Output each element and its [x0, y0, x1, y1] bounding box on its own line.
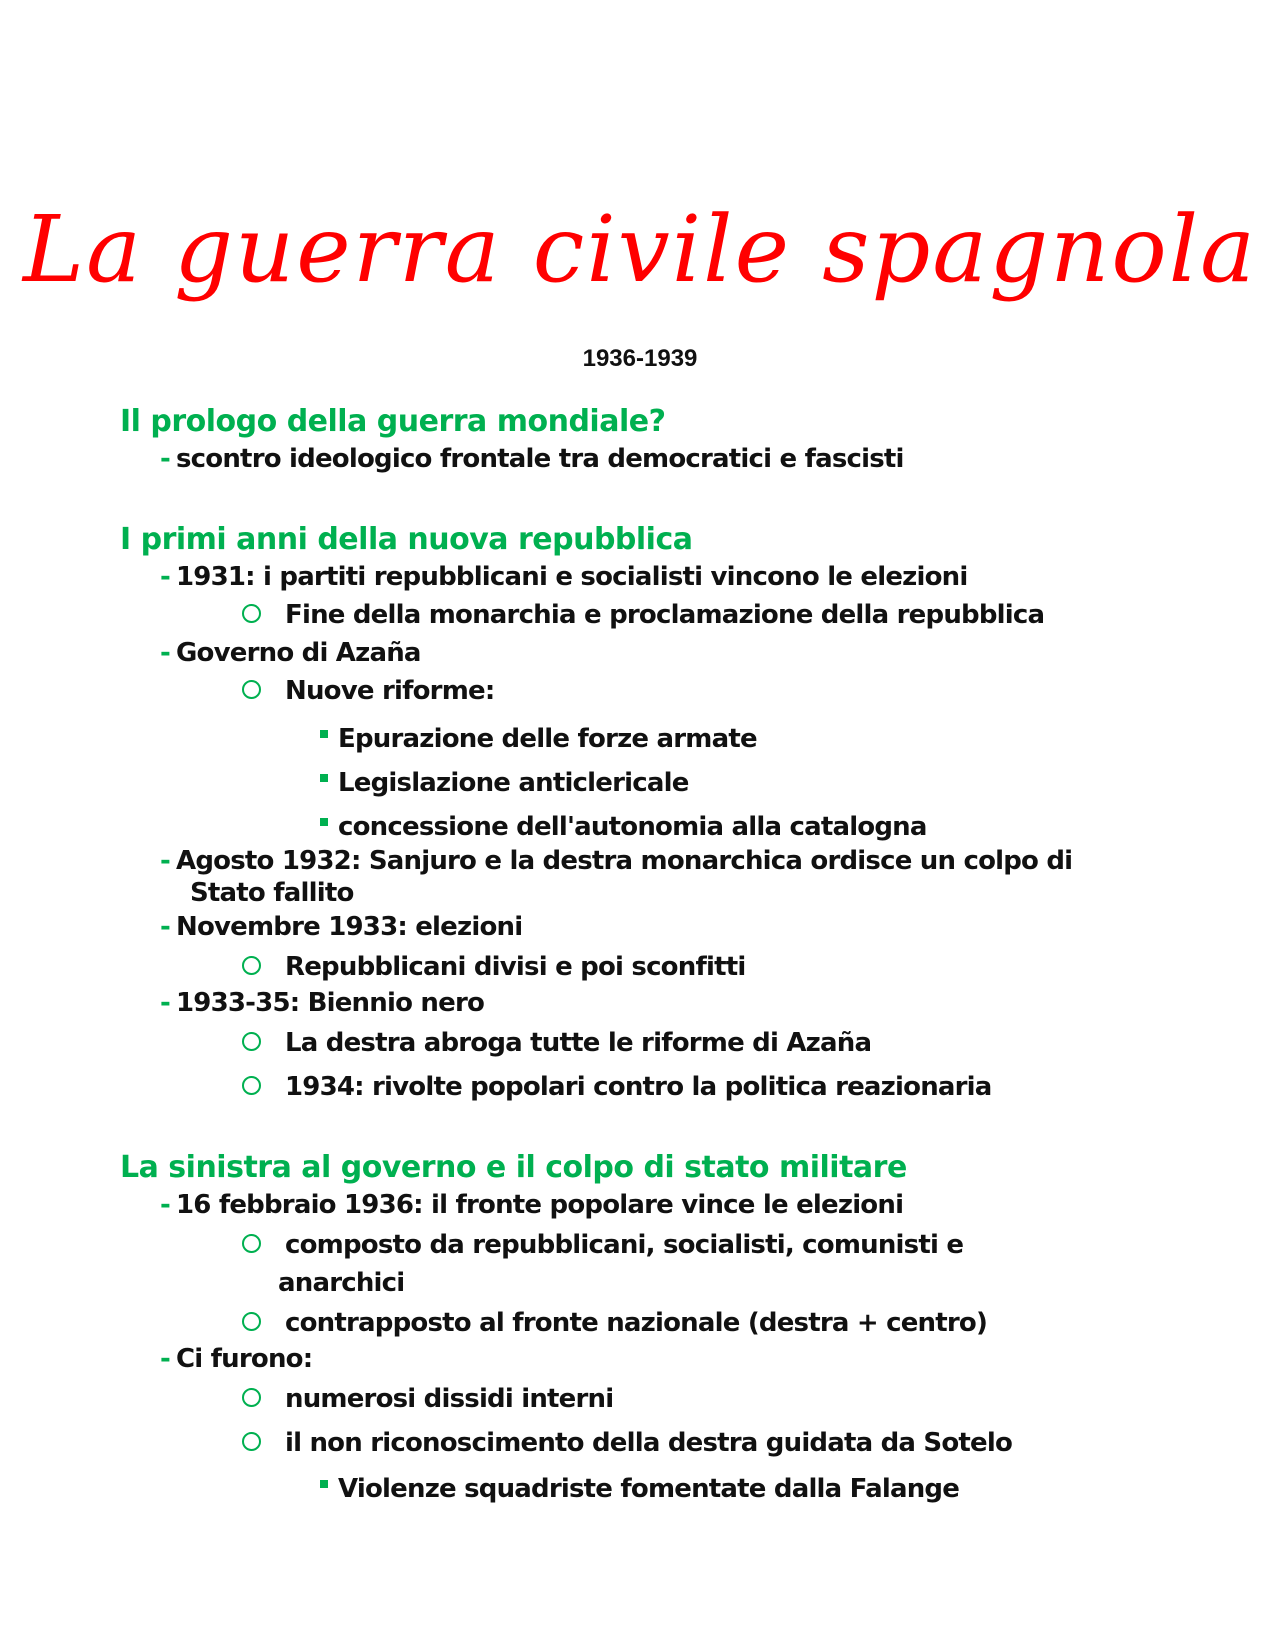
dash-bullet-icon: -	[160, 444, 170, 474]
list-item: composto da repubblicani, socialisti, comunisti e	[242, 1230, 963, 1260]
section-heading: Il prologo della guerra mondiale?	[120, 404, 666, 439]
circle-bullet-icon	[242, 604, 261, 623]
list-item-continuation: anarchici	[278, 1268, 405, 1298]
circle-bullet-icon	[242, 1432, 261, 1451]
list-item: concessione dell'autonomia alla catalogna	[320, 812, 927, 842]
list-item: Nuove riforme:	[242, 676, 494, 706]
circle-bullet-icon	[242, 1388, 261, 1407]
list-item: 1934: rivolte popolari contro la politica reazionaria	[242, 1072, 992, 1102]
list-item: - Novembre 1933: elezioni	[160, 912, 523, 942]
dash-bullet-icon: -	[160, 1190, 170, 1220]
list-item: - scontro ideologico frontale tra democratici e fascisti	[160, 444, 904, 474]
list-item: Violenze squadriste fomentate dalla Falange	[320, 1474, 959, 1504]
dash-bullet-icon: -	[160, 562, 170, 592]
circle-bullet-icon	[242, 956, 261, 975]
list-item: Legislazione anticlericale	[320, 768, 689, 798]
square-bullet-icon	[320, 730, 328, 738]
dash-bullet-icon: -	[160, 988, 170, 1018]
list-item: Epurazione delle forze armate	[320, 724, 757, 754]
list-item: il non riconoscimento della destra guidata da Sotelo	[242, 1428, 1012, 1458]
list-item: Repubblicani divisi e poi sconfitti	[242, 952, 745, 982]
list-item: - Agosto 1932: Sanjuro e la destra monarchica ordisce un colpo di	[160, 846, 1073, 876]
section-heading: La sinistra al governo e il colpo di stato militare	[120, 1150, 907, 1185]
list-item: La destra abroga tutte le riforme di Azaña	[242, 1028, 871, 1058]
dash-bullet-icon: -	[160, 846, 170, 876]
square-bullet-icon	[320, 1480, 328, 1488]
square-bullet-icon	[320, 774, 328, 782]
circle-bullet-icon	[242, 1234, 261, 1253]
dash-bullet-icon: -	[160, 1344, 170, 1374]
list-item: - Governo di Azaña	[160, 638, 421, 668]
list-item: - 1933-35: Biennio nero	[160, 988, 485, 1018]
list-item: Fine della monarchia e proclamazione della repubblica	[242, 600, 1044, 630]
document-subtitle: 1936-1939	[582, 345, 698, 372]
circle-bullet-icon	[242, 680, 261, 699]
square-bullet-icon	[320, 818, 328, 826]
circle-bullet-icon	[242, 1032, 261, 1051]
circle-bullet-icon	[242, 1076, 261, 1095]
list-item: - 1931: i partiti repubblicani e socialisti vincono le elezioni	[160, 562, 968, 592]
dash-bullet-icon: -	[160, 638, 170, 668]
list-item: - Ci furono:	[160, 1344, 313, 1374]
list-item: numerosi dissidi interni	[242, 1384, 613, 1414]
circle-bullet-icon	[242, 1312, 261, 1331]
list-item: - 16 febbraio 1936: il fronte popolare vince le elezioni	[160, 1190, 904, 1220]
list-item: contrapposto al fronte nazionale (destra + centro)	[242, 1308, 987, 1338]
list-item-continuation: Stato fallito	[190, 878, 354, 908]
document-title: La guerra civile spagnola	[22, 196, 1258, 303]
dash-bullet-icon: -	[160, 912, 170, 942]
section-heading: I primi anni della nuova repubblica	[120, 522, 693, 557]
